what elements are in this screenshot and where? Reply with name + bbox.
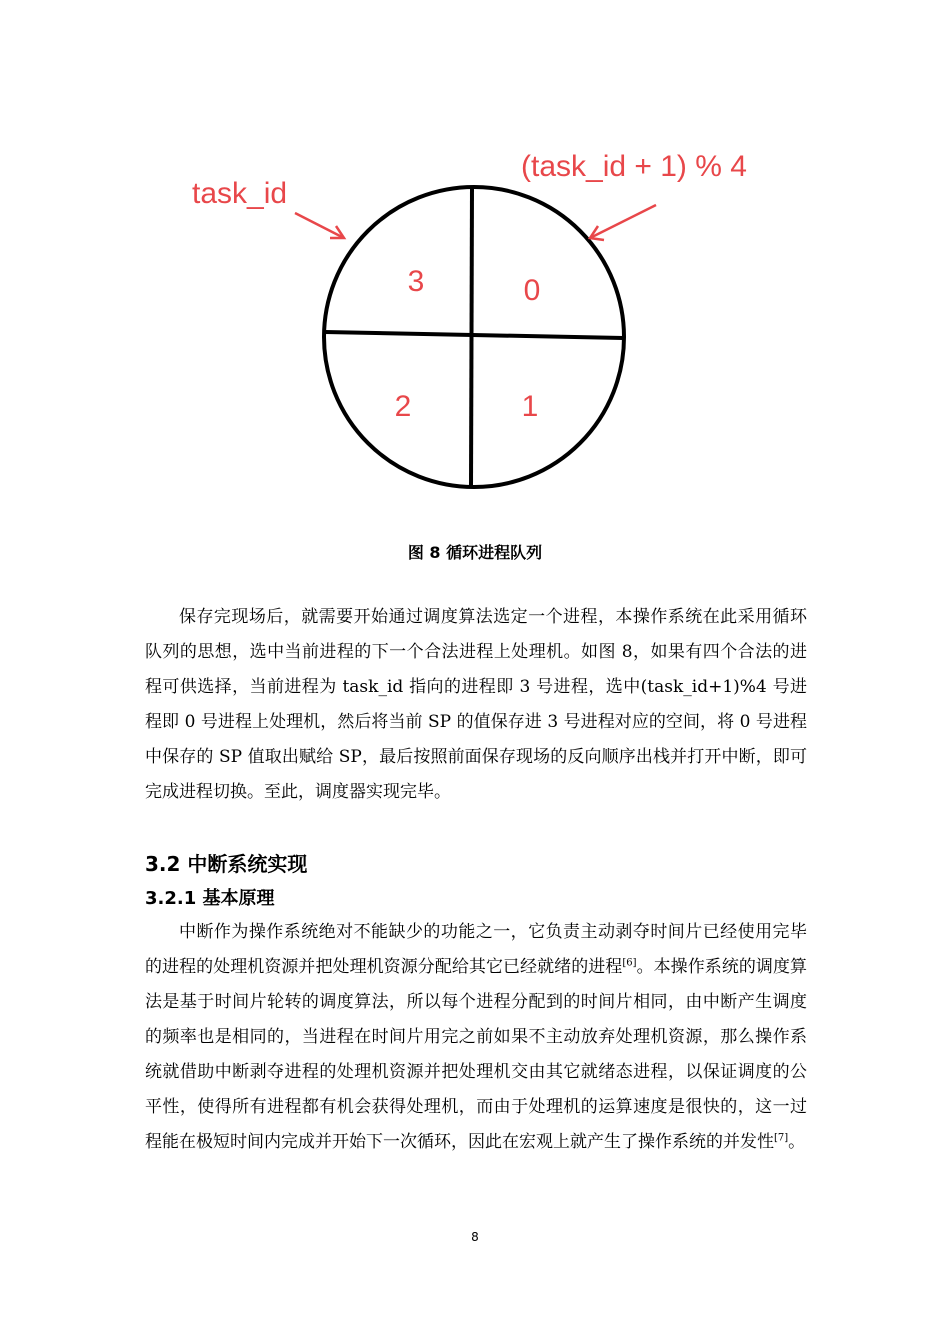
paragraph-text: 中断作为操作系统绝对不能缺少的功能之一，它负责主动剥夺时间片已经使用完毕的进程的处理机资源并把处理机资源分配给其它已经就绪的进程 [145,922,807,977]
task-id-arrow [295,213,342,237]
section-heading: 3.2 中断系统实现 [145,852,308,876]
paragraph-interrupt [145,915,807,1160]
vertical-divider [471,187,472,487]
paragraph-text: 。 [788,1132,806,1152]
sector-label-3: 3 [407,265,425,298]
figure-caption: 图 8 循环进程队列 [407,543,543,562]
paragraph-text: 。本操作系统的调度算法是基于时间片轮转的调度算法，所以每个进程分配到的时间片相同，由中断产生调度的频率也是相同的，当进程在时间片用完之前如果不主动放弃处理机资源，那么操作系统就借助中断剥夺进程的处理机资源并把处理机交由其它就绪态进程，以保证调度的公平性，使得所有进程都有机会获得处理机，而由于处理机的运算速度是很快的，这一过程能在极短时间内完成并开始下一次循环，因此在宏观上就产生了操作系统的并发性 [145,957,808,1152]
sector-label-1: 1 [521,390,539,423]
citation-ref: [6] [622,957,637,969]
circular-queue-figure [0,0,950,520]
citation-ref: [7] [774,1132,789,1144]
next-task-arrow [592,205,656,237]
subsection-heading: 3.2.1 基本原理 [145,888,275,909]
sector-label-0: 0 [523,274,541,307]
page-number: 8 [471,1230,479,1244]
paragraph-scheduler: 保存完现场后，就需要开始通过调度算法选定一个进程，本操作系统在此采用循环队列的思想，选中当前进程的下一个合法进程上处理机。如图 8，如果有四个合法的进程可供选择，当前进程为 task_id 指向的进程即 3 号进程，选中(task_id+1)%4 号进程即 0 号进程上处理机，然后将当前 SP 的值保存进 3 号进程对应的空间，将 0 号进程中保存的 SP 值取出赋给 SP，最后按照前面保存现场的反向顺序出栈并打开中断，即可完成进程切换。至此，调度器实现完毕。 [145,607,807,802]
next-task-label: (task_id + 1) % 4 [521,150,747,183]
task-id-label: task_id [192,177,288,210]
horizontal-divider [325,332,623,338]
sector-label-2: 2 [394,390,412,423]
